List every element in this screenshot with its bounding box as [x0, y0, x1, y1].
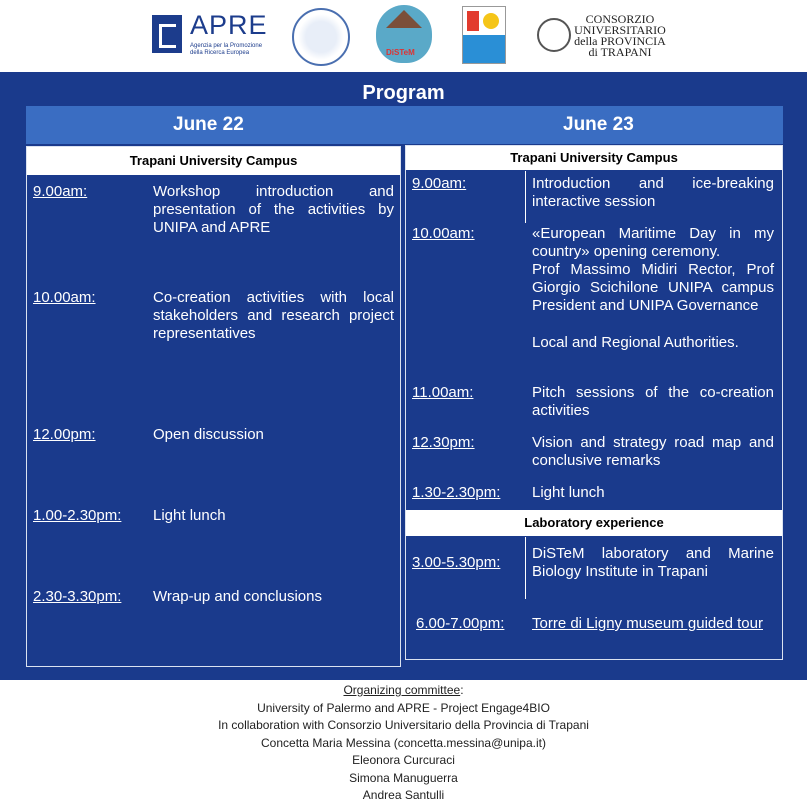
organizing-committee: Organizing committee: University of Palermo and APRE - Project Engage4BIO In collaboration with Consorzio Universitario della Provincia di Trapani Concetta Maria Messina (concetta.messina@unipa.it) Eleonora Curcuraci Simona Manuguerra Andrea Santulli — [0, 682, 807, 805]
committee-member: Eleonora Curcuraci — [352, 753, 455, 767]
day1-item-desc: Wrap-up and conclusions — [153, 588, 322, 605]
day1-item-desc: Light lunch — [153, 507, 226, 524]
sun-sea-logo-icon — [462, 6, 506, 64]
day2-item-desc: «European Maritime Day in my country» opening ceremony. — [532, 225, 774, 260]
day2-item-desc: Light lunch — [532, 484, 605, 501]
day1-item-desc: Open discussion — [153, 426, 264, 443]
committee-member: Andrea Santulli — [362, 788, 445, 802]
contact-email[interactable]: Concetta Maria Messina (concetta.messina@unipa.it) — [261, 735, 546, 750]
day1-item-time: 12.00pm: — [33, 426, 96, 443]
day2-item-speakers: Prof Massimo Midiri Rector, Prof Giorgio Scichilone UNIPA campus President and UNIPA Governance — [532, 261, 774, 314]
day1-item-time: 9.00am: — [33, 183, 88, 200]
consorzio-seal-icon — [537, 18, 571, 52]
lab-heading: Laboratory experience — [406, 510, 782, 536]
university-seal-icon — [292, 8, 350, 66]
committee-line: University of Palermo and APRE - Project Engage4BIO — [257, 700, 550, 715]
logo-bar — [0, 0, 807, 72]
committee-label: Organizing committee — [343, 683, 461, 697]
committee-line: In collaboration with Consorzio Universitario della Provincia di Trapani — [218, 718, 589, 732]
day2-item-time: 9.00am: — [412, 175, 467, 192]
day1-item-time: 2.30-3.30pm: — [33, 588, 122, 605]
day1-item-time: 10.00am: — [33, 289, 96, 306]
lab-item-desc: DiSTeM laboratory and Marine Biology Institute in Trapani — [532, 545, 774, 580]
day-header-bar — [26, 106, 783, 144]
day2-item-desc: Introduction and ice-breaking interactive session — [532, 175, 774, 210]
day2-heading: June 23 — [563, 114, 634, 135]
apre-logo-text: APRE — [190, 10, 268, 40]
day2-item-authorities: Local and Regional Authorities. — [532, 334, 739, 351]
museum-tour-link[interactable]: Torre di Ligny museum guided tour — [532, 615, 763, 632]
day2-item-time: 12.30pm: — [412, 434, 475, 451]
day2-item-desc: Pitch sessions of the co-creation activities — [532, 384, 774, 419]
day1-heading: June 22 — [173, 114, 244, 135]
committee-member: Simona Manuguerra — [349, 770, 458, 785]
consorzio-logo-text: CONSORZIO UNIVERSITARIO della PROVINCIA di TRAPANI — [574, 12, 666, 59]
day1-item-desc: Co-creation activities with local stakeholders and research project representatives — [153, 289, 394, 342]
program-title: Program — [362, 82, 445, 104]
apre-logo-icon — [152, 15, 182, 53]
day1-item-time: 1.00-2.30pm: — [33, 507, 122, 524]
day2-item-desc: Vision and strategy road map and conclusive remarks — [532, 434, 774, 469]
day2-item-time: 10.00am: — [412, 225, 475, 242]
day2-item-time: 11.00am: — [412, 384, 474, 401]
distem-logo-text: DiSTeM — [386, 48, 415, 57]
day2-venue: Trapani University Campus — [406, 146, 782, 170]
lab-item-time: 3.00-5.30pm: — [412, 554, 501, 571]
day1-item-desc: Workshop introduction and presentation of the activities by UNIPA and APRE — [153, 183, 394, 236]
column-divider — [525, 537, 526, 599]
apre-logo-subtitle: Agenzia per la Promozione della Ricerca Europea — [190, 43, 263, 56]
column-divider — [525, 171, 526, 223]
day1-venue: Trapani University Campus — [27, 147, 400, 175]
day2-item-time: 1.30-2.30pm: — [412, 484, 501, 501]
lab-item-time: 6.00-7.00pm: — [416, 615, 505, 632]
